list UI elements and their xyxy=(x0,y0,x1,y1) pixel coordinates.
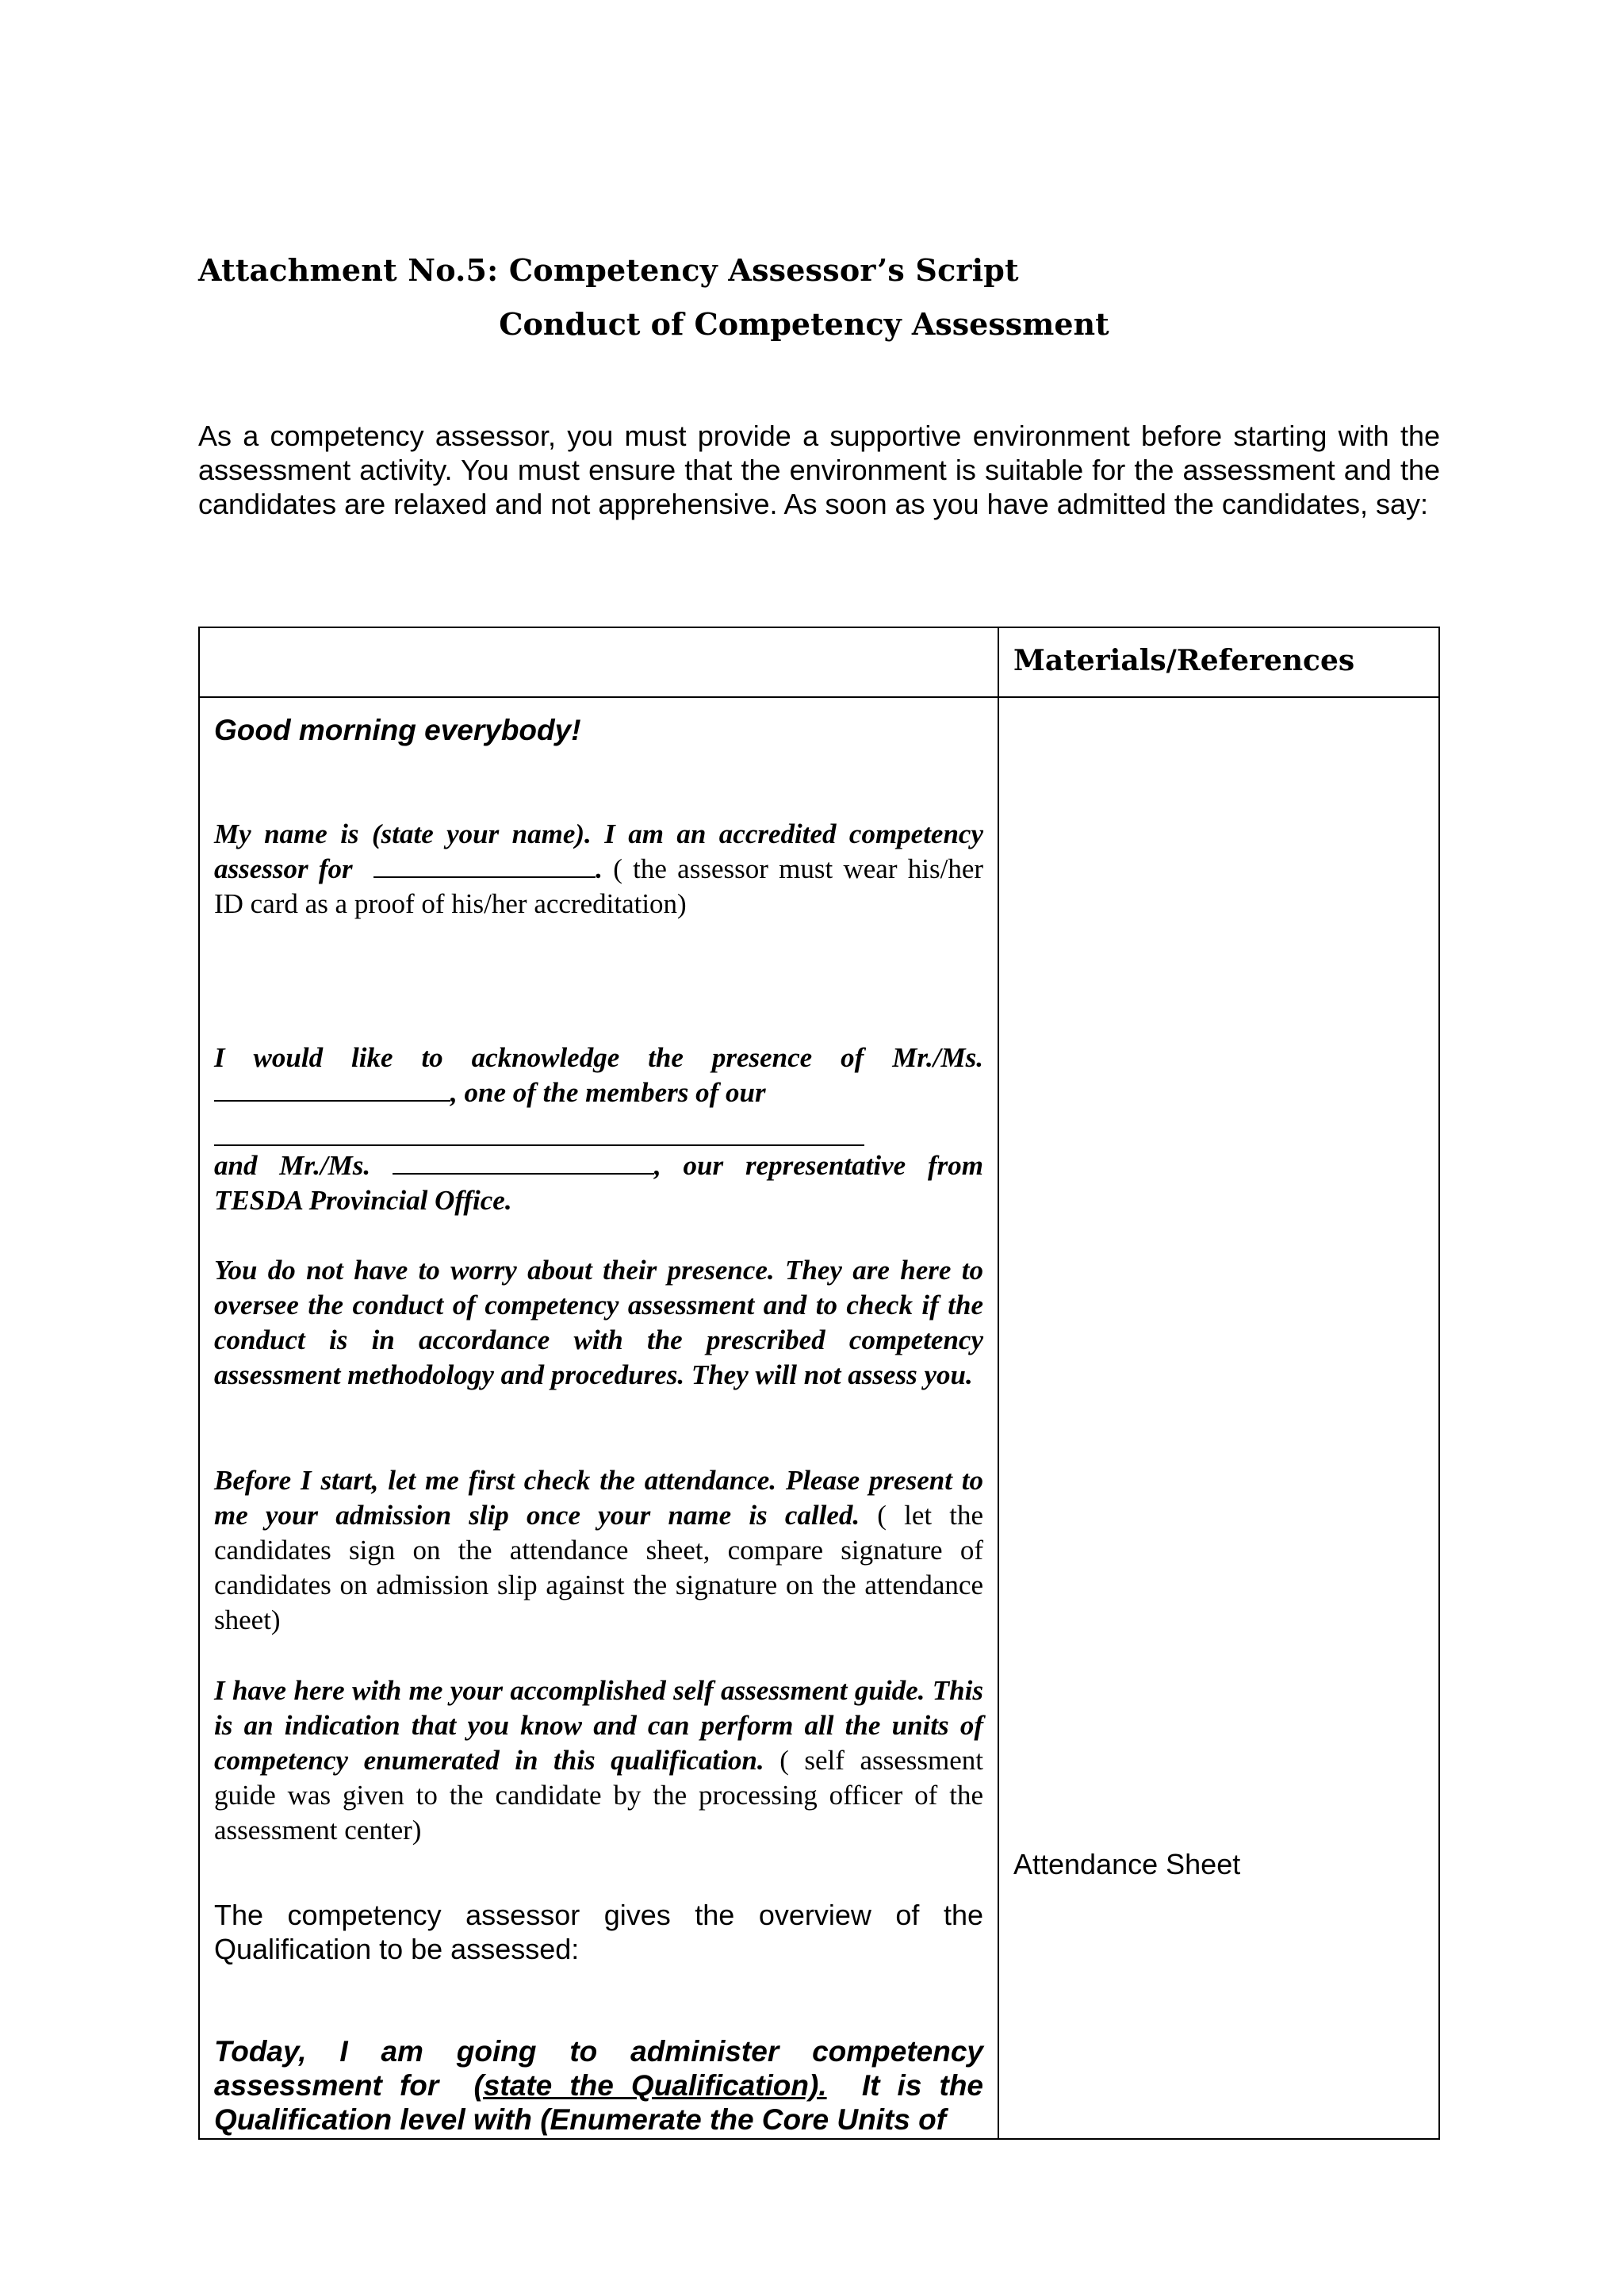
self-assessment-paragraph xyxy=(214,1673,983,1848)
acknowledge-paragraph xyxy=(214,1041,983,1110)
representative-text: and Mr./Ms. xyxy=(214,1150,371,1181)
member-name-blank xyxy=(214,1076,450,1102)
organization-blank xyxy=(214,1144,864,1146)
representative-text-continued: , our representative from TESDA Provincial Office. xyxy=(214,1150,984,1216)
name-statement: My name is (state your name). I am an accredited competency assessor for xyxy=(214,818,983,884)
state-qualification: (state the Qualification). xyxy=(473,2069,827,2102)
materials-references-header: Materials/References xyxy=(1013,644,1355,677)
acknowledge-text-continued: , one of the members of our xyxy=(450,1077,766,1108)
representative-name-blank xyxy=(393,1149,654,1175)
overview-paragraph: The competency assessor gives the overview of the Qualification to be assessed: xyxy=(214,1899,983,1965)
id-card-note: ( the assessor must wear his/her ID card as a proof of his/her accreditation) xyxy=(214,853,984,919)
intro-paragraph: As a competency assessor, you must provide a supportive environment before starting with the assessment activity. You must ensure that the environment is suitable for the assessment and the candidates are relaxed and not apprehensive. As soon as you have admitted the candidates, say: xyxy=(198,420,1440,520)
today-text-continued: It is the Qualification level with (Enumerate the Core Units of xyxy=(214,2069,983,2136)
acknowledge-text: I would like to acknowledge the presence of Mr./Ms. xyxy=(214,1042,983,1073)
qualification-blank xyxy=(373,853,596,878)
today-text: Today, I am going to administer competency assessment for xyxy=(214,2035,983,2102)
attachment-title: Attachment No.5: Competency Assessor’s Script xyxy=(198,252,1019,288)
table-header-divider xyxy=(198,696,1440,698)
attendance-sheet-reference: Attendance Sheet xyxy=(1013,1848,1241,1880)
name-period: . xyxy=(596,853,603,884)
table-column-divider xyxy=(998,627,999,2140)
attendance-paragraph xyxy=(214,1463,983,1638)
representative-paragraph xyxy=(214,1148,983,1218)
today-paragraph xyxy=(214,2034,983,2137)
self-assessment-statement: I have here with me your accomplished self assessment guide. This is an indication that you know and can perform all the units of competency enumerated in this qualification. xyxy=(214,1675,983,1776)
name-paragraph xyxy=(214,817,983,922)
oversee-paragraph: You do not have to worry about their presence. They are here to oversee the conduct of competency assessment and to check if the conduct is in accordance with the prescribed competency assessment methodology and procedures. They will not assess you. xyxy=(214,1255,983,1390)
greeting-line: Good morning everybody! xyxy=(214,714,581,746)
self-assessment-note: ( self assessment guide was given to the candidate by the processing officer of the assessment center) xyxy=(214,1745,984,1846)
attendance-note: ( let the candidates sign on the attendance sheet, compare signature of candidates on admission slip against the signature on the attendance sheet) xyxy=(214,1500,983,1635)
document-subtitle: Conduct of Competency Assessment xyxy=(499,306,1109,342)
attendance-instruction: Before I start, let me first check the attendance. Please present to me your admission slip once your name is called. xyxy=(214,1465,983,1531)
